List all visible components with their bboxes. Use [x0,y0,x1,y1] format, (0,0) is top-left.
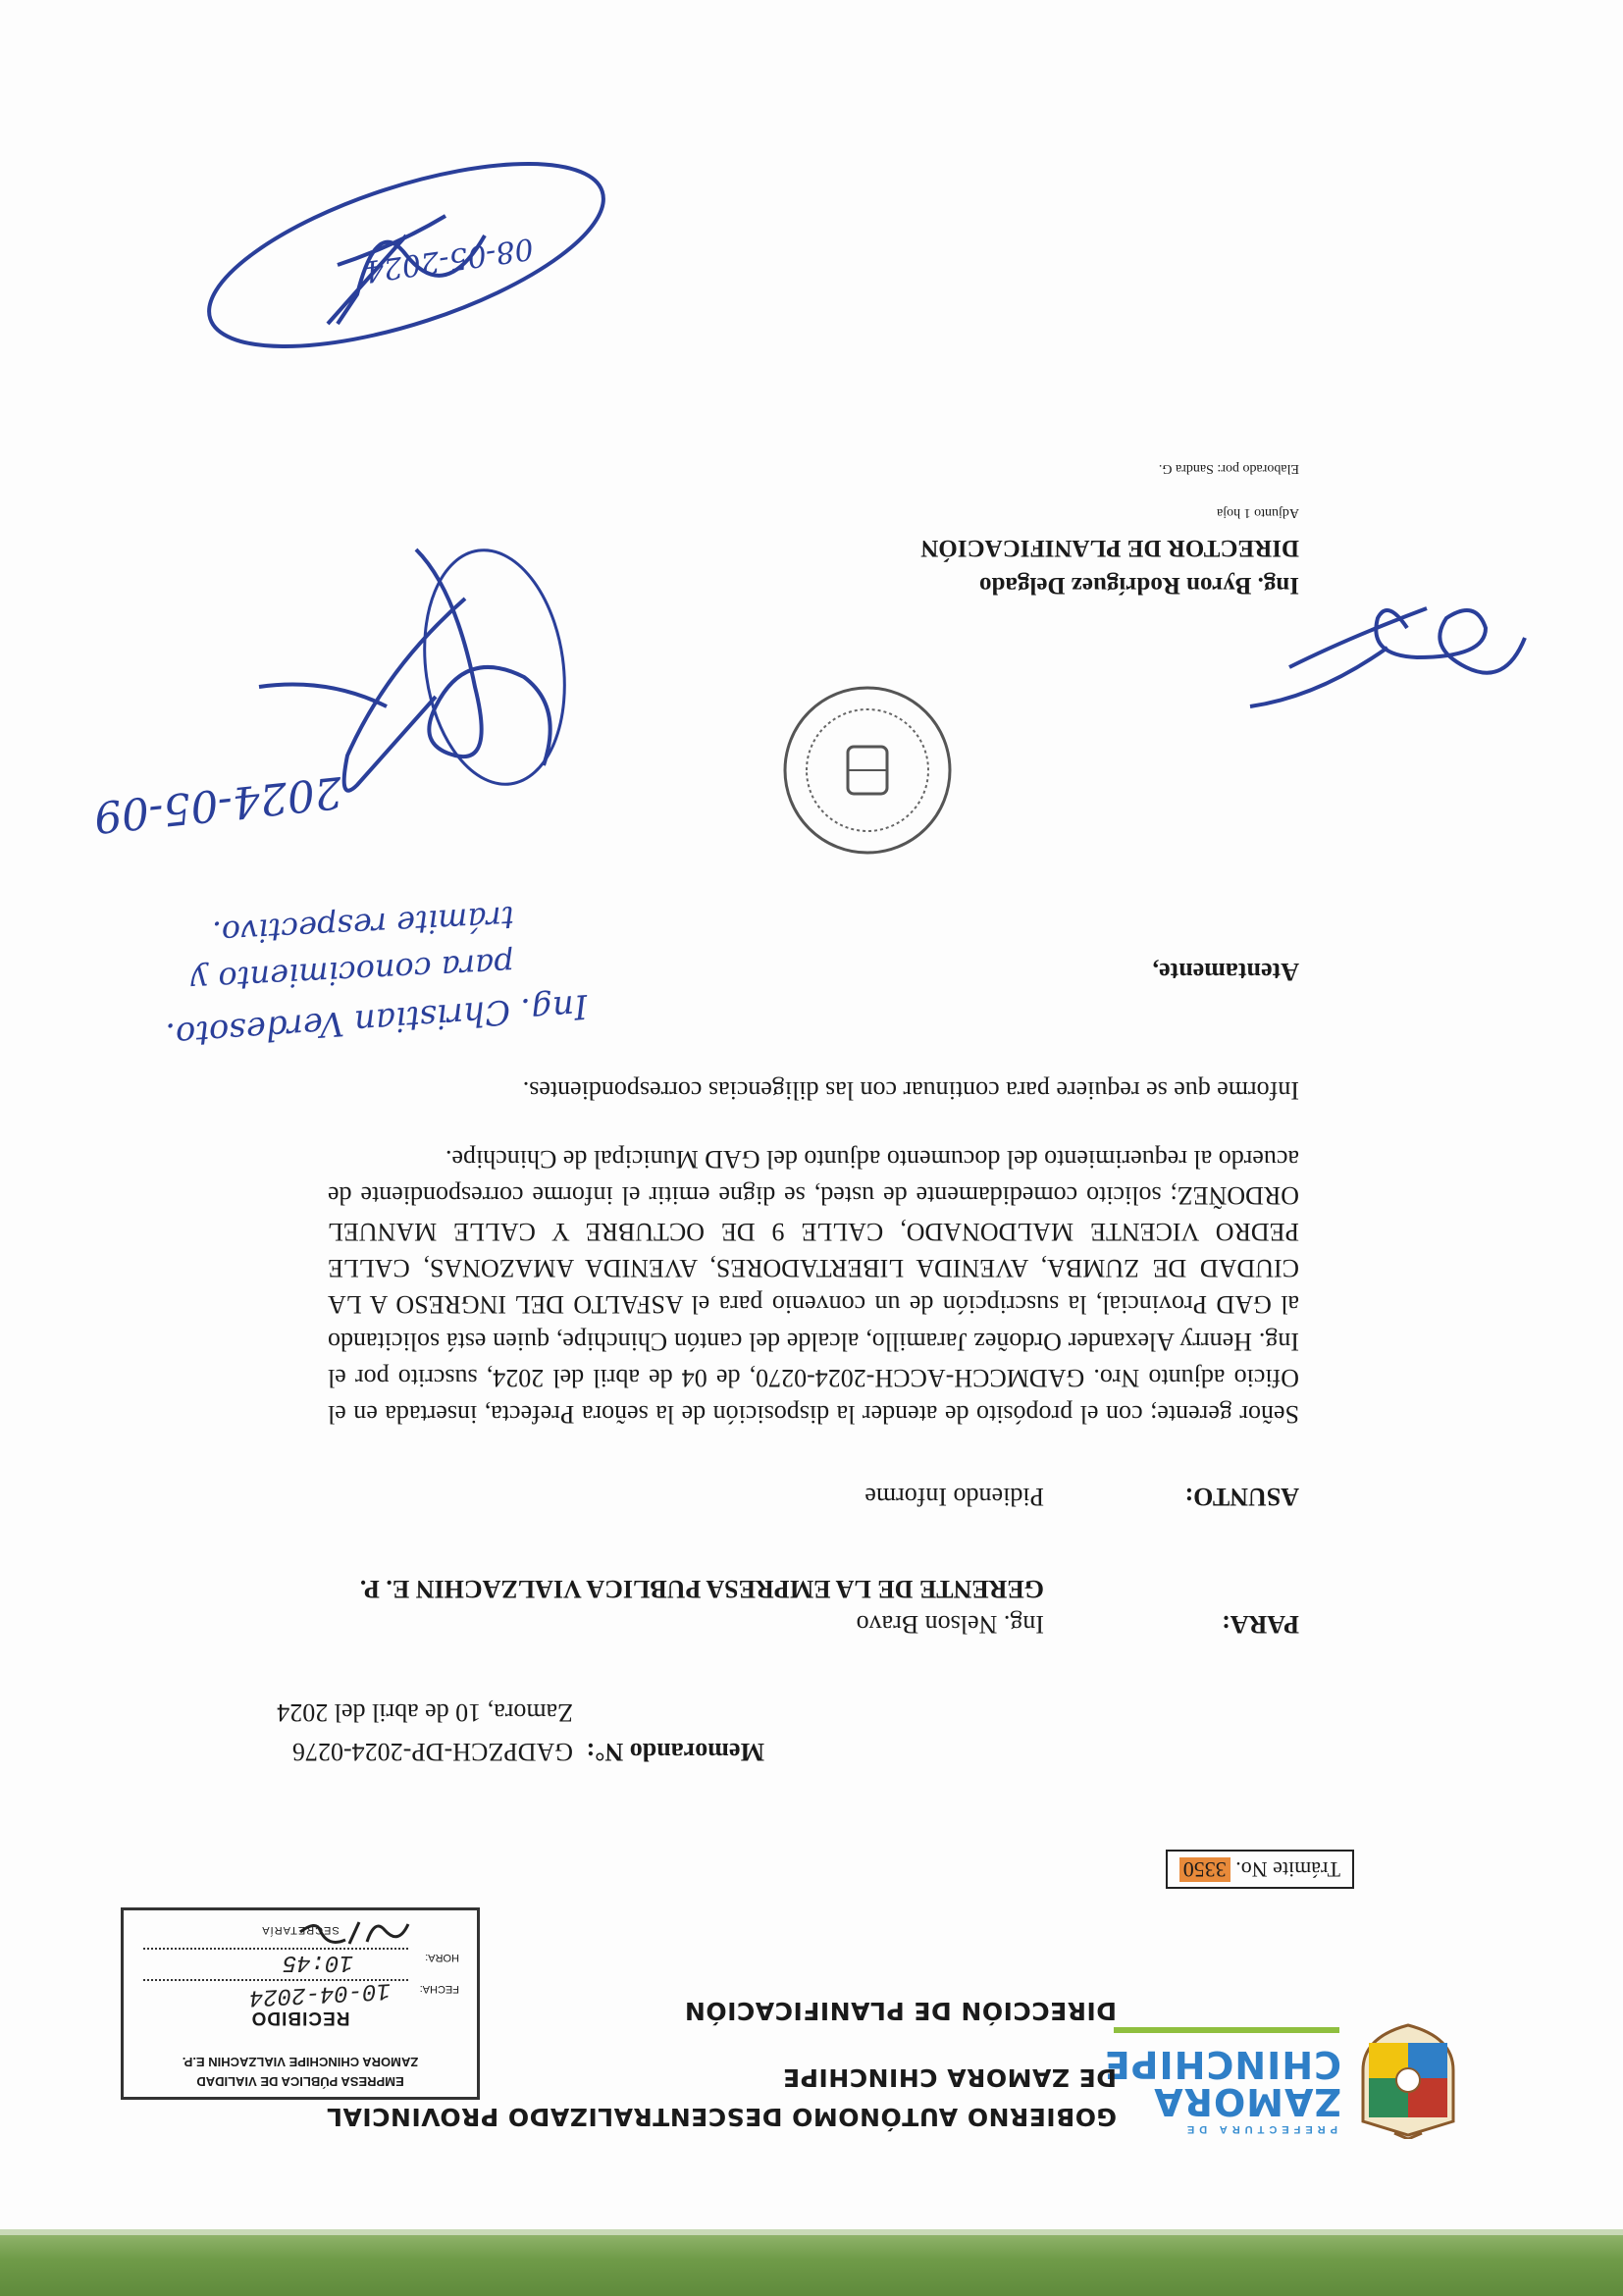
handwritten-note-line2: para conocimiento y [189,945,515,1000]
handwritten-note-line3: trámite respectivo. [211,898,515,953]
stamp-title: RECIBIDO [250,2008,350,2028]
signer-name: Ing. Byron Rodríguez Delgado [979,572,1299,599]
stamp-hora-label: HORA: [425,1952,459,1963]
memo-label: Memorando N°: [586,1738,764,1766]
memo-closing: Atentamente, [1152,958,1299,986]
tramite-number: 3350 [1179,1857,1230,1882]
para-role: GERENTE DE LA EMPRESA PUBLICA VIALZACHIN E. P. [359,1575,1044,1603]
memo-body-closing-line: Informe que se requiere para continuar con las diligencias correspondientes. [522,1076,1299,1105]
asunto-label: ASUNTO: [1184,1483,1299,1511]
handwritten-date-middle: 2024-05-09 [91,765,344,843]
memo-code: GADPZCH-DP-2024-0276 [292,1738,573,1766]
logo-name-line1: ZAMORA [1153,2080,1341,2123]
para-name: Ing. Nelson Bravo [856,1610,1044,1639]
direccion-seal-icon [779,682,956,859]
para-label: PARA: [1222,1610,1299,1639]
header-line3: DIRECCIÓN DE PLANIFICACIÓN [684,1997,1117,2025]
stamp-hora-value: 10:45 [282,1949,353,1975]
handwritten-date-bottom: 08-05-2024 [362,231,536,288]
prefectura-logo [1069,2002,1461,2149]
tramite-label: Trámite No. [1235,1857,1340,1882]
stamp-line2: ZAMORA CHINCHIPE VIALZACHIN E.P. [182,2055,419,2069]
memo-date: Zamora, 10 de abril del 2024 [277,1698,573,1727]
coat-of-arms-icon [1355,2021,1461,2139]
adjunto-note: Adjunto 1 hoja [1217,505,1299,520]
header-line1: GOBIERNO AUTÓNOMO DESCENTRALIZADO PROVINCIAL [326,2103,1117,2131]
top-green-bar [0,2235,1623,2296]
handwritten-note-line1: Ing. Christian Verdesoto. [164,986,589,1055]
director-signature [1240,589,1544,726]
logo-name-line2: CHINCHIPE [1103,2043,1341,2086]
stamp-fecha-value: 10-04-2024 [248,1976,392,2010]
received-stamp [121,1907,480,2100]
asunto-text: Pidiendo Informe [864,1483,1044,1511]
header-line2: DE ZAMORA CHINCHIPE [782,2063,1117,2092]
top-bar-accent [0,2229,1623,2235]
logo-accent-strip [1114,2027,1339,2033]
stamp-line1: EMPRESA PÚBLICA DE VIALIDAD [196,2074,404,2089]
elaborado-note: Elaborado por: Sandra G. [1158,461,1299,476]
stamp-fecha-label: FECHA: [419,1983,459,1995]
signer-role: DIRECTOR DE PLANIFICACIÓN [920,535,1299,561]
stamp-secretaria: SECRETARÍA [261,1924,340,1936]
handwritten-signature-middle [210,530,583,824]
memo-body: Señor gerente; con el propósito de atender la disposición de la señora Prefecta, insertada en el Oficio adjunto Nro. GADMCCH-ACCH-2024-0270, de 04 de abril del 2024, suscrito por el Ing. Henrry Alexander Ordoñez Jaramillo, alcalde del cantón Chinchipe, quien está solicitando al GAD Provincial, la suscripción de un convenio para el ASFALTO DEL INGRESO A LA CIUDAD DE ZUMBA, AVENIDA LIBERTADORES, AVENIDA AMAZONAS, CALLE PEDRO VICENTE MALDONADO, CALLE 9 DE OCTUBRE Y CALLE MANUEL ORDOÑEZ; solicito comedidamente de usted, se digne emitir el informe correspondiente de acuerdo al requerimiento del documento adjunto del GAD Municipal de Chinchipe. [328,1144,1299,1429]
tramite-box [1166,1850,1354,1889]
logo-prefix: PREFECTURA DE [1181,2123,1337,2135]
